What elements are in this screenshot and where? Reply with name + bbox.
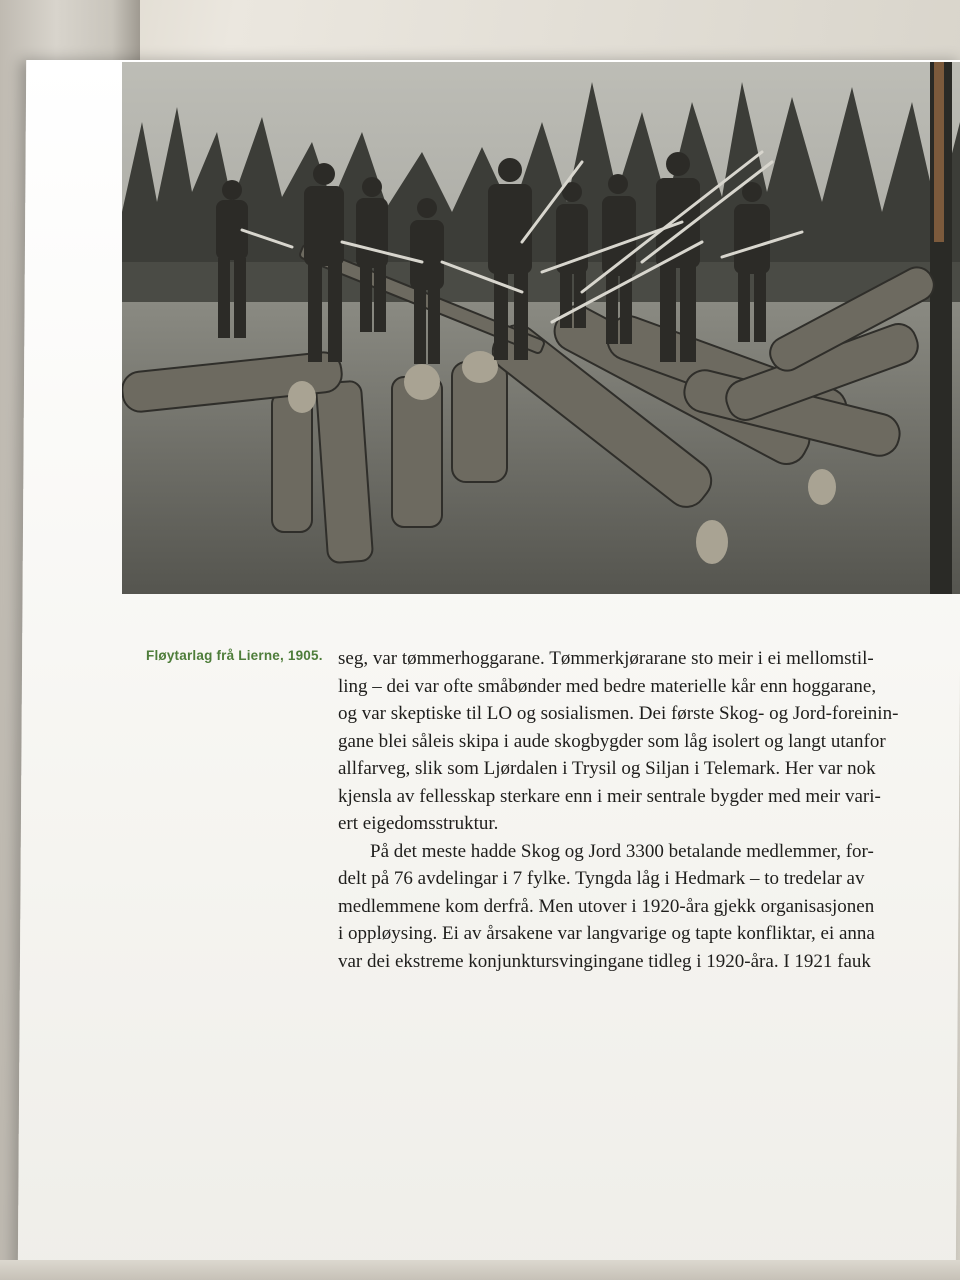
text-line: delt på 76 avdelingar i 7 fylke. Tyngda låg i Hedmark – to tredelar av — [338, 868, 865, 889]
text-line: allfarveg, slik som Ljørdalen i Trysil og Siljan i Telemark. Her var nok — [338, 758, 876, 779]
historical-photo — [122, 62, 960, 594]
text-line: seg, var tømmerhoggarane. Tømmerkjørarane sto meir i ei mellomstil- — [338, 648, 874, 669]
text-line: kjensla av fellesskap sterkare enn i meir sentrale bygder med meir vari- — [338, 785, 881, 807]
text-line: ling – dei var ofte småbønder med bedre materielle kår enn hoggarane, — [338, 675, 877, 697]
body-text — [338, 645, 938, 975]
text-line: og var skeptiske til LO og sosialismen. Dei første Skog- og Jord-foreinin- — [338, 703, 899, 724]
photo-illustration — [122, 62, 960, 594]
text-line: På det meste hadde Skog og Jord 3300 betalande medlemmer, for- — [370, 840, 874, 862]
page-bottom-edge — [0, 1260, 960, 1280]
paragraph-2 — [338, 838, 938, 976]
paragraph-1 — [338, 645, 938, 838]
text-line: i oppløysing. Ei av årsakene var langvarige og tapte konfliktar, ei anna — [338, 923, 875, 944]
text-line: medlemmene kom derfrå. Men utover i 1920-åra gjekk organisasjonen — [338, 895, 875, 917]
text-line: ert eigedomsstruktur. — [338, 813, 499, 834]
text-line: gane blei såleis skipa i aude skogbygder som låg isolert og langt utanfor — [338, 730, 886, 752]
photo-caption: Fløytarlag frå Lierne, 1905. — [146, 648, 323, 663]
text-line: var dei ekstreme konjunktursvingingane tidleg i 1920-åra. I 1921 fauk — [338, 950, 871, 972]
